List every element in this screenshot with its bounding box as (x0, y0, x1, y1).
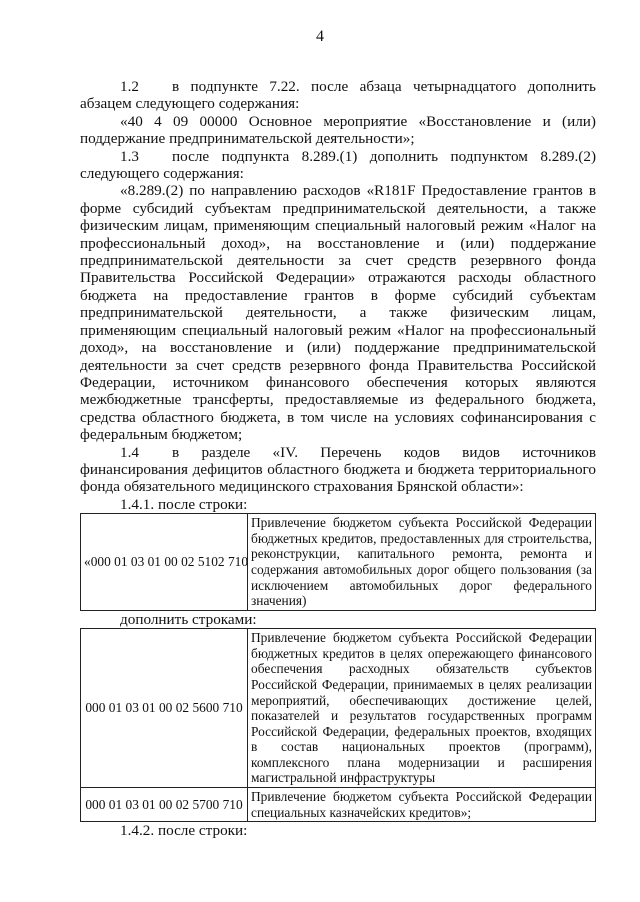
item-number: 1.3 (120, 147, 139, 165)
quote-paragraph-1: «40 4 09 00000 Основное мероприятие «Восстановление и (или) поддержание предпринимательской деятельности»; (80, 112, 596, 148)
document-body (80, 78, 596, 840)
description-cell: Привлечение бюджетом субъекта Российской Федерации специальных казначейских кредитов»; (248, 788, 596, 822)
subparagraph-1-4-2: 1.4.2. после строки: (120, 822, 248, 840)
item-number: 1.4 (120, 443, 139, 461)
item-text: в разделе «IV. Перечень кодов видов источников финансирования дефицитов областного бюджета и бюджета территориального фонда обязательного медицинского страхования Брянской области»: (80, 443, 596, 496)
page-number: 4 (316, 28, 324, 45)
code-cell: 000 01 03 01 00 02 5700 710 (81, 788, 248, 822)
codes-table-existing (80, 513, 596, 611)
table-row (81, 629, 596, 788)
paragraph-1-3 (80, 148, 596, 183)
add-rows-label: дополнить строками: (120, 610, 257, 628)
subparagraph-1-4-1: 1.4.1. после строки: (120, 495, 248, 513)
table-row (81, 788, 596, 822)
code-cell: «000 01 03 01 00 02 5102 710 (81, 514, 248, 611)
table-row (81, 514, 596, 611)
paragraph-1-2 (80, 78, 596, 113)
paragraph-1-4 (80, 444, 596, 496)
codes-table-added (80, 628, 596, 822)
code-cell: 000 01 03 01 00 02 5600 710 (81, 629, 248, 788)
item-text: в подпункте 7.22. после абзаца четырнадцатого дополнить абзацем следующего содержания: (80, 78, 596, 113)
description-cell: Привлечение бюджетом субъекта Российской Федерации бюджетных кредитов, предоставленных для строительства, реконструкции, капитального ремонта, ремонта и содержания автомобильных дорог общего пользования (за исключением автомобильных дорог федерального значения) (248, 514, 596, 611)
item-number: 1.2 (120, 78, 139, 95)
quote-paragraph-2: «8.289.(2) по направлению расходов «R181F Предоставление грантов в форме субсидий субъектам предпринимательской деятельности, а также физическим лицам, применяющим специальный налоговый режим «Налог на профессиональный доход», на восстановление и (или) поддержание предпринимательской деятельности за счет средств резервного фонда Правительства Российской Федерации» отражаются расходы областного бюджета на предоставление грантов в форме субсидий субъектам предпринимательской деятельности, а также физическим лицам, применяющим специальный налоговый режим «Налог на профессиональный доход», на восстановление и (или) поддержание предпринимательской деятельности за счет средств резервного фонда Правительства Российской Федерации, источником финансового обеспечения которых являются межбюджетные трансферты, предоставляемые из федерального бюджета, средства областного бюджета, в том числе на условиях софинансирования с федеральным бюджетом; (80, 182, 596, 444)
item-text: после подпункта 8.289.(1) дополнить подпунктом 8.289.(2) следующего содержания: (80, 147, 596, 183)
description-cell: Привлечение бюджетом субъекта Российской Федерации бюджетных кредитов в целях опережающего финансового обеспечения расходных обязательств субъектов Российской Федерации, принимаемых в целях реализации мероприятий, обеспечивающих достижение целей, показателей и результатов государственных программ Российской Федерации, федеральных проектов, входящих в состав национальных проектов (программ), комплексного плана модернизации и расширения магистральной инфраструктуры (248, 629, 596, 788)
